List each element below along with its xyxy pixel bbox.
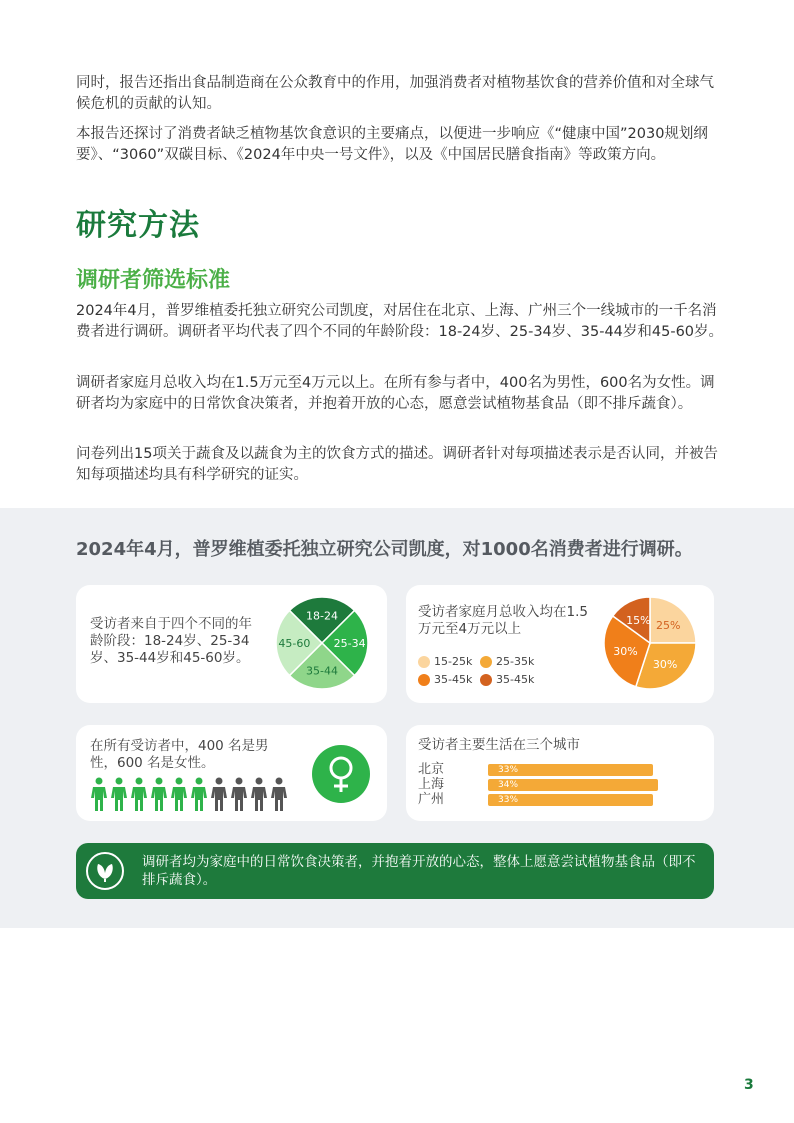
pie-slice-label: 15% <box>626 614 651 628</box>
person-icon-male <box>270 777 288 811</box>
city-bar-value: 34% <box>498 780 519 790</box>
legend-dot <box>418 656 430 668</box>
person-icon-female <box>150 777 168 811</box>
pie-slice-label: 30% <box>613 644 638 658</box>
person-icon-male <box>230 777 248 811</box>
city-label: 上海 <box>418 777 445 792</box>
legend-item <box>418 655 472 668</box>
legend-label: 35-45k <box>496 673 535 686</box>
pie-slice-label: 25% <box>655 618 681 632</box>
legend-dot <box>418 674 430 686</box>
person-icon-female <box>130 777 148 811</box>
legend-label: 35-45k <box>434 673 473 686</box>
gender-card <box>76 725 387 821</box>
city-bar <box>488 794 653 806</box>
legend-dot <box>480 656 492 668</box>
female-symbol-badge <box>312 745 370 803</box>
person-icon-female <box>110 777 128 811</box>
section-heading: 研究方法 <box>76 208 200 243</box>
legend-item <box>480 655 534 668</box>
people-icons <box>90 777 288 811</box>
pie-slice-label: 35-44 <box>306 664 338 678</box>
income-pie-chart <box>602 595 698 691</box>
age-card-text: 受访者来自于四个不同的年龄阶段：18-24岁、25-34岁、35-44岁和45-60岁。 <box>90 616 252 666</box>
city-label: 北京 <box>418 762 445 777</box>
person-icon-female <box>190 777 208 811</box>
intro-paragraph-1: 同时，报告还指出食品制造商在公众教育中的作用，加强消费者对植物基饮食的营养价值和对全球气候危机的贡献的认知。 <box>76 75 714 112</box>
pie-slice-label: 45-60 <box>278 637 311 650</box>
sub-heading: 调研者筛选标准 <box>76 268 231 293</box>
city-bar <box>488 764 653 776</box>
city-bar-value: 33% <box>498 795 519 805</box>
legend-item <box>418 673 472 686</box>
age-card <box>76 585 387 703</box>
legend-item <box>480 673 534 686</box>
female-icon <box>312 745 370 803</box>
income-card-text: 受访者家庭月总收入均在1.5万元至4万元以上 <box>418 604 588 637</box>
infographic-title: 2024年4月，普罗维植委托独立研究公司凯度，对1000名消费者进行调研。 <box>76 539 693 560</box>
method-paragraph-1: 2024年4月，普罗维植委托独立研究公司凯度，对居住在北京、上海、广州三个一线城市的一千名消费者进行调研。调研者平均代表了四个不同的年龄阶段：18-24岁、25-34岁、35-44岁和45-60岁。 <box>76 303 724 340</box>
city-bar-value: 33% <box>498 765 519 775</box>
gender-card-text: 在所有受访者中，400 名是男性，600 名是女性。 <box>90 738 269 771</box>
city-label: 广州 <box>418 792 445 807</box>
city-row-beijing <box>418 763 653 777</box>
income-card <box>406 585 714 703</box>
city-bar <box>488 779 658 791</box>
city-row-guangzhou <box>418 793 653 807</box>
person-icon-male <box>250 777 268 811</box>
conclusion-banner <box>76 843 714 899</box>
legend-label: 15-25k <box>434 655 473 668</box>
pie-slice-label: 30% <box>652 657 678 671</box>
pie-slice-label: 25-34 <box>333 637 366 650</box>
person-icon-female <box>170 777 188 811</box>
intro-paragraph-2: 本报告还探讨了消费者缺乏植物基饮食意识的主要痛点，以便进一步响应《“健康中国”2030规划纲要》、“3060”双碳目标、《2024年中央一号文件》，以及《中国居民膳食指南》等政策方向。 <box>76 126 708 163</box>
age-pie-chart <box>274 595 370 691</box>
person-icon-male <box>210 777 228 811</box>
legend-dot <box>480 674 492 686</box>
leaf-icon <box>86 852 124 890</box>
city-row-shanghai <box>418 778 658 792</box>
method-paragraph-2: 调研者家庭月总收入均在1.5万元至4万元以上。在所有参与者中，400名为男性，600名为女性。调研者均为家庭中的日常饮食决策者，并抱着开放的心态，愿意尝试植物基食品（即不排斥蔬食）。 <box>76 375 715 412</box>
pie-slice-label: 18-24 <box>306 609 338 623</box>
banner-text: 调研者均为家庭中的日常饮食决策者，并抱着开放的心态，整体上愿意尝试植物基食品（即不排斥蔬食）。 <box>142 854 696 888</box>
city-card <box>406 725 714 821</box>
method-paragraph-3: 问卷列出15项关于蔬食及以蔬食为主的饮食方式的描述。调研者针对每项描述表示是否认同，并被告知每项描述均具有科学研究的证实。 <box>76 446 718 483</box>
person-icon-female <box>90 777 108 811</box>
page-number: 3 <box>744 1077 754 1093</box>
legend-label: 25-35k <box>496 655 535 668</box>
city-card-title: 受访者主要生活在三个城市 <box>418 737 580 753</box>
